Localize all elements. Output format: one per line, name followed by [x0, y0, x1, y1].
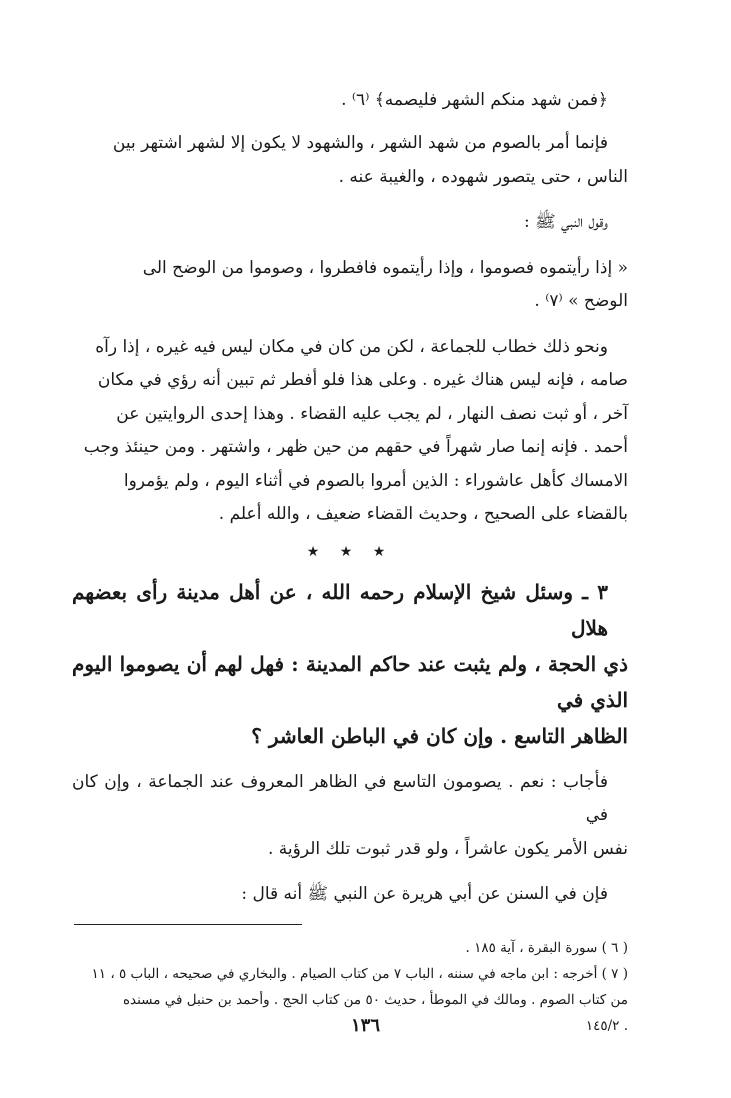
question-line-1: ٣ ـ وسئل شيخ الإسلام رحمه الله ، عن أهل مدينة رأى بعضهم هلال: [72, 579, 608, 640]
footnote-separator: [74, 924, 302, 925]
paragraph-2: وقول النبي ﷺ :: [523, 212, 608, 232]
paragraph-4-line-1: ونحو ذلك خطاب للجماعة ، لكن من كان في مكان ليس فيه غيره ، إذا رآه: [95, 336, 608, 357]
question-line-2: ذي الحجة ، ولم يثبت عند حاكم المدينة : فهل لهم أن يصوموا اليوم الذي في: [72, 651, 628, 712]
footnote-7-line-3: . ١٤٥/٢: [585, 1017, 628, 1034]
footnote-7-line-2: من كتاب الصوم . ومالك في الموطأ ، حديث ٥٠ من كتاب الحج . وأحمد بن حنبل في مسنده: [122, 991, 628, 1008]
section-divider-stars: ★ ★ ★: [306, 543, 394, 560]
paragraph-4-line-4: أحمد . فإنه إنما صار شهراً في حقهم من حين ظهر ، واشتهر . ومن حينئذ وجب: [83, 437, 628, 457]
paragraph-4-line-3: آخر ، أو ثبت نصف النهار ، لم يجب عليه القضاء . وهذا إحدى الروايتين عن: [116, 403, 628, 424]
hadith-line-1: « إذا رأيتموه فصوموا ، وإذا رأيتموه فافطروا ، وصوموا من الوضح الى: [142, 257, 628, 278]
quran-verse-line: ﴿فمن شهد منكم الشهر فليصمه﴾ ⁽٦⁾ .: [341, 90, 608, 110]
answer-line-2: نفس الأمر يكون عاشراً ، ولو قدر ثبوت تلك الرؤية .: [268, 838, 628, 859]
question-line-3: الظاهر التاسع . وإن كان في الباطن العاشر ؟: [251, 723, 628, 748]
page-body: [72, 84, 628, 1039]
paragraph-4-line-2: صامه ، فإنه ليس هناك غيره . وعلى هذا فلو أفطر ثم تبين أنه رؤي في مكان: [97, 370, 628, 390]
answer-line-1: فأجاب : نعم . يصومون التاسع في الظاهر المعروف عند الجماعة ، وإن كان في: [72, 771, 608, 825]
paragraph-4-line-6: بالقضاء على الصحيح ، وحديث القضاء ضعيف ، والله أعلم .: [218, 504, 628, 524]
footnote-7-line-1: ( ٧ ) أخرجه : ابن ماجه في سننه ، الباب ٧ من كتاب الصيام . والبخاري في صحيحه ، الباب ٥ ، ١١: [91, 965, 628, 982]
page-number: ١٣٦: [350, 1015, 380, 1036]
paragraph-4-line-5: الامساك كأهل عاشوراء : الذين أمروا بالصوم في أثناء اليوم ، ولم يؤمروا: [123, 470, 628, 491]
hadith-line-2: الوضح » ⁽٧⁾ .: [534, 291, 628, 311]
paragraph-1-line-1: فإنما أمر بالصوم من شهد الشهر ، والشهود لا يكون إلا لشهر اشتهر بين: [112, 133, 608, 153]
answer-paragraph-2: فإن في السنن عن أبي هريرة عن النبي ﷺ أنه قال :: [241, 884, 608, 904]
footnote-6: ( ٦ ) سورة البقرة ، آية ١٨٥ .: [465, 939, 628, 956]
paragraph-1-line-2: الناس ، حتى يتصور شهوده ، والغيبة عنه .: [338, 166, 628, 187]
